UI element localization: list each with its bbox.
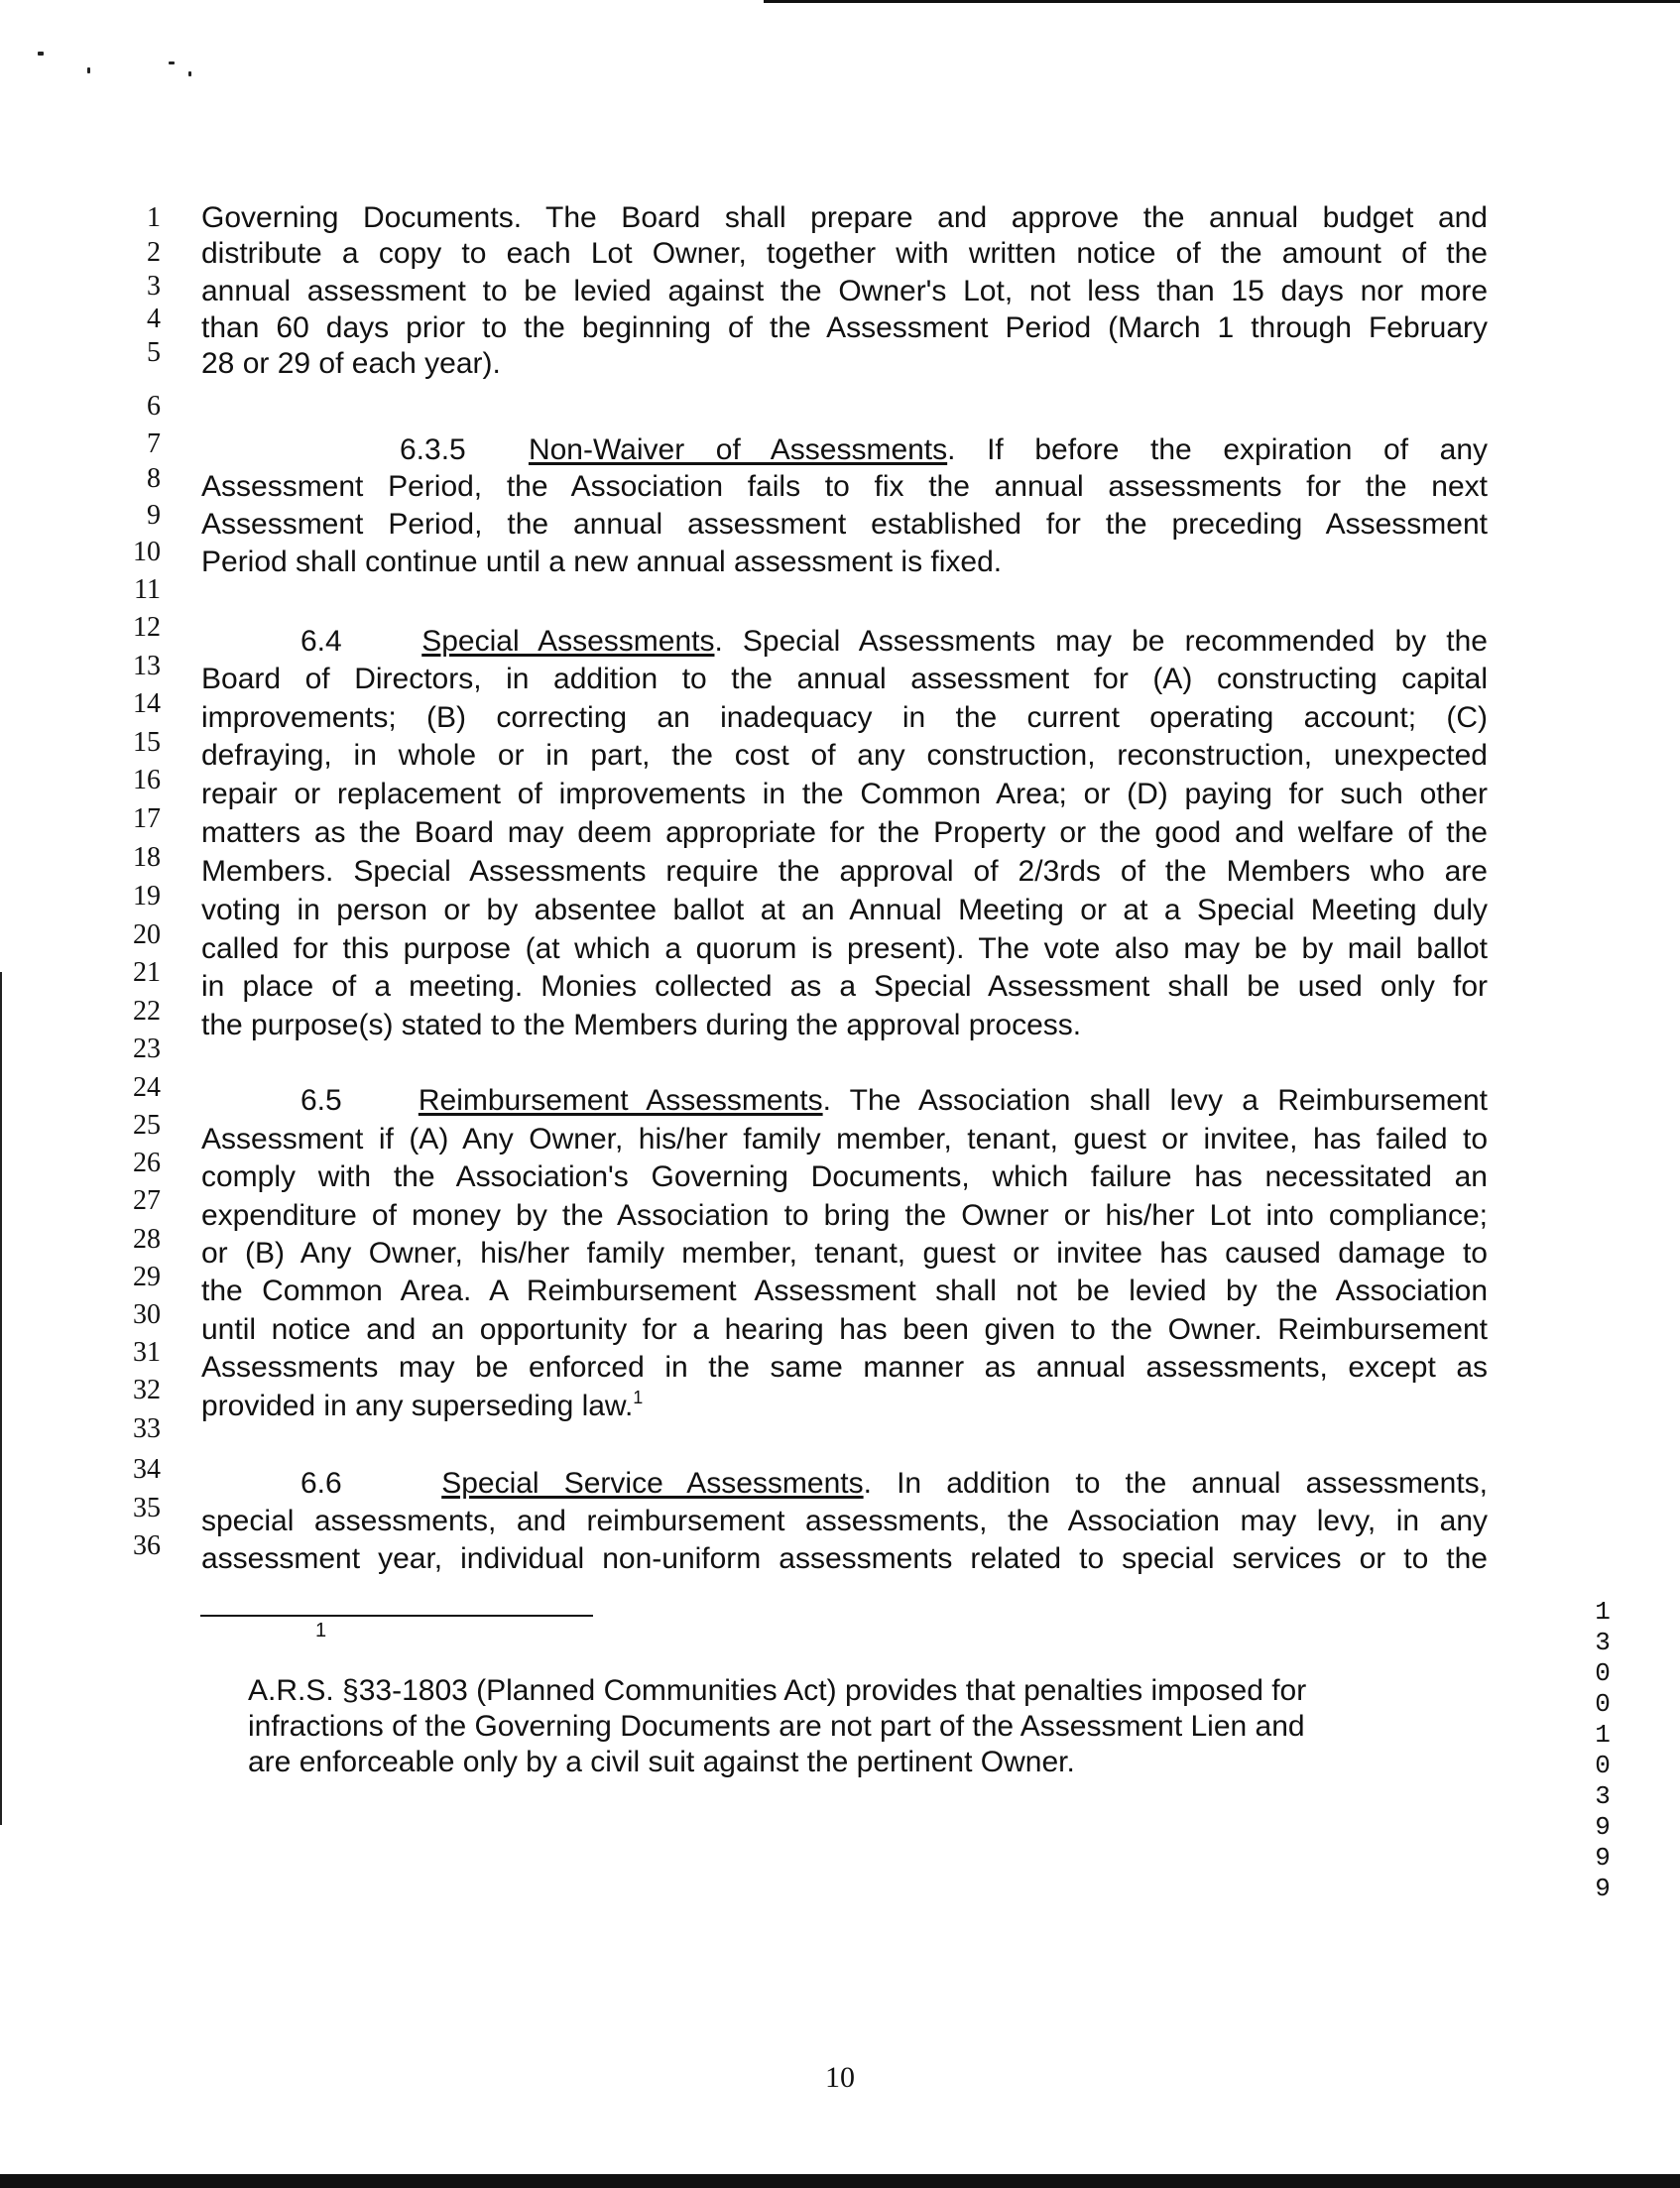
scan-left-edge — [0, 972, 2, 1825]
line-number: 34 — [133, 1454, 161, 1485]
line-number: 5 — [147, 337, 161, 368]
text-line: repair or replacement of improvements in the Common Area; or (D) paying for such other — [201, 778, 1488, 810]
text-line: 28 or 29 of each year). — [201, 347, 501, 380]
text-line: Assessments may be enforced in the same manner as annual assessments, except as — [201, 1351, 1488, 1384]
line-number: 2 — [147, 237, 161, 268]
scan-speck — [38, 52, 44, 56]
line-number: 20 — [133, 919, 161, 950]
text-line: comply with the Association's Governing Documents, which failure has necessitated an — [201, 1160, 1488, 1193]
line-number: 18 — [133, 842, 161, 873]
text-run: . Special Assessments may be recommended by the — [714, 625, 1488, 658]
text-line: improvements; (B) correcting an inadequacy in the current operating account; (C) — [201, 701, 1488, 734]
line-number: 9 — [147, 500, 161, 531]
line-number: 14 — [133, 688, 161, 719]
line-number: 19 — [133, 881, 161, 912]
line-number: 11 — [134, 574, 161, 605]
text-line — [201, 1390, 1488, 1423]
text-line: Assessment Period, the Association fails to fix the annual assessments for the next — [201, 470, 1488, 503]
scan-speck — [169, 61, 175, 64]
line-number: 21 — [133, 957, 161, 988]
text-line: Assessment if (A) Any Owner, his/her family member, tenant, guest or invitee, has failed to — [201, 1123, 1488, 1155]
line-number: 28 — [133, 1224, 161, 1255]
text-line: the purpose(s) stated to the Members during the approval process. — [201, 1009, 1082, 1041]
line-number: 24 — [133, 1072, 161, 1103]
text-run: . In addition to the annual assessments, — [863, 1467, 1488, 1500]
text-line: annual assessment to be levied against the Owner's Lot, not less than 15 days nor more — [201, 275, 1488, 307]
line-number: 35 — [133, 1493, 161, 1523]
footnote-reference: 1 — [633, 1388, 644, 1407]
text-run: . If before the expiration of any — [947, 433, 1488, 466]
line-number: 7 — [147, 428, 161, 459]
section-number: 6.6 — [300, 1467, 342, 1500]
text-line: until notice and an opportunity for a hearing has been given to the Owner. Reimbursement — [201, 1313, 1488, 1346]
footnote-number: 1 — [315, 1620, 327, 1641]
text-line: Period shall continue until a new annual assessment is fixed. — [201, 546, 1003, 578]
section-number: 6.4 — [300, 625, 342, 658]
scan-bottom-edge — [0, 2174, 1680, 2188]
text-line: distribute a copy to each Lot Owner, together with written notice of the amount of the — [201, 237, 1488, 270]
line-number: 17 — [133, 803, 161, 834]
line-number: 13 — [133, 651, 161, 681]
text-run: . The Association shall levy a Reimbursement — [822, 1084, 1489, 1117]
section-heading: Special Service Assessments — [441, 1467, 864, 1500]
text-line: than 60 days prior to the beginning of the Assessment Period (March 1 through February — [201, 311, 1488, 344]
footnote-line: infractions of the Governing Documents are not part of the Assessment Lien and — [248, 1710, 1305, 1743]
text-line: defraying, in whole or in part, the cost of any construction, reconstruction, unexpected — [201, 739, 1488, 772]
line-number: 1 — [147, 202, 161, 233]
scan-speck — [87, 67, 90, 73]
footnote-separator — [200, 1615, 593, 1617]
text-run: provided in any superseding law. — [201, 1390, 634, 1422]
text-line: Governing Documents. The Board shall prepare and approve the annual budget and — [201, 201, 1488, 234]
text-line: Assessment Period, the annual assessment established for the preceding Assessment — [201, 508, 1488, 541]
section-number: 6.5 — [300, 1084, 342, 1117]
section-6-3-5-first-line — [201, 433, 1488, 467]
text-line: Board of Directors, in addition to the annual assessment for (A) constructing capital — [201, 663, 1488, 695]
line-number: 31 — [133, 1337, 161, 1368]
line-number: 27 — [133, 1185, 161, 1216]
page-number: 10 — [825, 2061, 855, 2094]
line-number: 12 — [133, 612, 161, 643]
line-number: 4 — [147, 304, 161, 334]
section-6-4-first-line — [201, 625, 1488, 659]
line-number: 16 — [133, 765, 161, 795]
line-number: 25 — [133, 1110, 161, 1141]
bates-number: 13001 03999 — [1595, 1597, 1611, 1903]
line-number: 32 — [133, 1375, 161, 1405]
section-heading: Non-Waiver of Assessments — [528, 433, 948, 466]
section-6-5-first-line — [201, 1084, 1488, 1118]
footnote-line: A.R.S. §33-1803 (Planned Communities Act) provides that penalties imposed for — [248, 1674, 1307, 1707]
line-number: 36 — [133, 1530, 161, 1561]
text-line: assessment year, individual non-uniform assessments related to special services or to the — [201, 1542, 1488, 1575]
line-number: 10 — [133, 537, 161, 567]
section-heading: Special Assessments — [421, 625, 715, 658]
text-line: voting in person or by absentee ballot at an Annual Meeting or at a Special Meeting duly — [201, 894, 1488, 926]
scan-speck — [188, 71, 191, 76]
text-line: the Common Area. A Reimbursement Assessment shall not be levied by the Association — [201, 1275, 1488, 1307]
text-line: expenditure of money by the Association to bring the Owner or his/her Lot into compliance; — [201, 1199, 1488, 1232]
section-heading: Reimbursement Assessments — [418, 1084, 823, 1117]
line-number: 33 — [133, 1413, 161, 1444]
section-6-6-first-line — [201, 1467, 1488, 1501]
text-line: matters as the Board may deem appropriate for the Property or the good and welfare of the — [201, 816, 1488, 849]
line-number: 29 — [133, 1262, 161, 1292]
section-number: 6.3.5 — [400, 433, 466, 466]
line-number: 3 — [147, 271, 161, 302]
text-line: called for this purpose (at which a quorum is present). The vote also may be by mail ballot — [201, 932, 1488, 965]
line-number: 30 — [133, 1299, 161, 1330]
line-number: 22 — [133, 996, 161, 1027]
line-number: 8 — [147, 463, 161, 494]
line-number: 26 — [133, 1148, 161, 1178]
text-line: in place of a meeting. Monies collected as a Special Assessment shall be used only for — [201, 970, 1488, 1003]
line-number: 6 — [147, 391, 161, 422]
line-number: 23 — [133, 1033, 161, 1064]
footnote-line: are enforceable only by a civil suit against the pertinent Owner. — [248, 1746, 1075, 1778]
text-line: special assessments, and reimbursement assessments, the Association may levy, in any — [201, 1505, 1488, 1537]
text-line: Members. Special Assessments require the approval of 2/3rds of the Members who are — [201, 855, 1488, 888]
text-line: or (B) Any Owner, his/her family member, tenant, guest or invitee has caused damage to — [201, 1237, 1488, 1270]
line-number: 15 — [133, 727, 161, 758]
scan-top-edge — [764, 0, 1680, 3]
